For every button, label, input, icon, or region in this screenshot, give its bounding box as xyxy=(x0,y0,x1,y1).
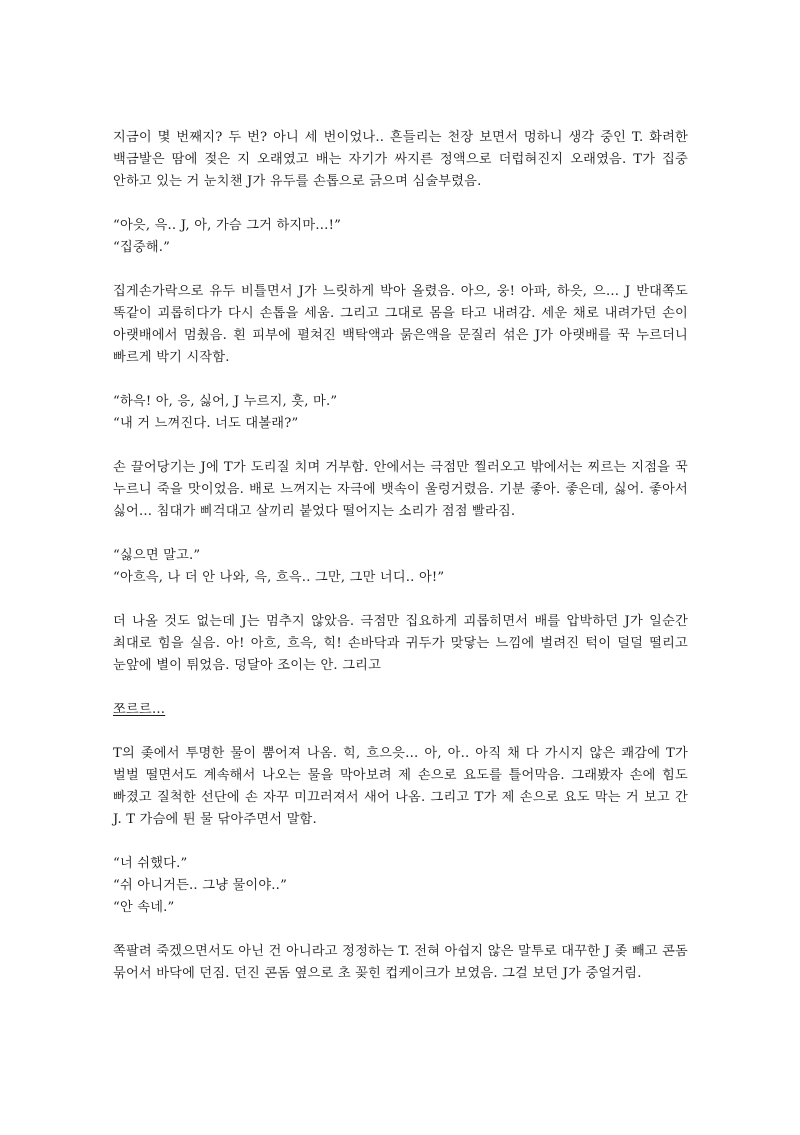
dialog-block-4 xyxy=(113,853,688,919)
paragraph-4: 더 나올 것도 없는데 J는 멈추지 않았음. 극점만 집요하게 괴롭히면서 배를 압박하던 J가 일순간 최대로 힘을 실음. 아! 아흐, 흐윽, 힉! 손바닥과 귀두가 맞닿는 느낌에 벌려진 턱이 덜덜 떨리고 눈앞에 별이 튀었음. 덩달아 조이는 안. 그리고 xyxy=(113,614,688,673)
dialog-line: “싫으면 말고.” xyxy=(113,548,201,563)
paragraph-2: 집게손가락으로 유두 비틀면서 J가 느릿하게 박아 올렸음. 아으, 웅! 아파, 하읏, 으… J 반대쪽도 똑같이 괴롭히다가 다시 손톱을 세움. 그리고 그대로 몸을 타고 내려감. 세운 채로 내려가던 손이 아랫배에서 멈췄음. 흰 피부에 펼쳐진 백탁액과 묽은액을 문질러 섞은 J가 아랫배를 꾹 누르더니 빠르게 박기 시작함. xyxy=(113,284,688,365)
underlined-text: 쪼르르… xyxy=(113,702,166,717)
dialog-block-1 xyxy=(113,215,688,259)
dialog-line: “집중해.” xyxy=(113,240,171,255)
dialog-block-2 xyxy=(113,391,688,435)
dialog-line: “쉬 아니거든.. 그냥 물이야..” xyxy=(113,878,288,893)
paragraph-1: 지금이 몇 번째지? 두 번? 아니 세 번이었나.. 흔들리는 천장 보면서 멍하니 생각 중인 T. 화려한 백금발은 땀에 젖은 지 오래였고 배는 자기가 싸지른 정액으로 더럽혀진지 오래였음. T가 집중 안하고 있는 거 눈치챈 J가 유두를 손톱으로 긁으며 심술부렸음. xyxy=(113,130,688,189)
dialog-line: “아읏, 윽.. J, 아, 가슴 그거 하지마…!” xyxy=(113,218,342,233)
underlined-sound-effect xyxy=(113,699,688,721)
paragraph-3: 손 끌어당기는 J에 T가 도리질 치며 거부함. 안에서는 극점만 찔러오고 밖에서는 찌르는 지점을 꾹 누르니 죽을 맛이었음. 배로 느껴지는 자극에 뱃속이 울렁거렸음. 기분 좋아. 좋은데, 싫어. 좋아서 싫어… 침대가 삐걱대고 살끼리 붙었다 떨어지는 소리가 점점 빨라짐. xyxy=(113,460,688,519)
dialog-line: “아흐윽, 나 더 안 나와, 윽, 흐윽.. 그만, 그만 너디.. 아!” xyxy=(113,570,445,585)
dialog-line: “안 속네.” xyxy=(113,900,175,915)
dialog-line: “내 거 느껴진다. 너도 대볼래?” xyxy=(113,416,299,431)
paragraph-5: T의 좆에서 투명한 물이 뿜어져 나옴. 힉, 흐으읏… 아, 아.. 아직 채 다 가시지 않은 쾌감에 T가 벌벌 떨면서도 계속해서 나오는 물을 막아보려 제 손으로 요도를 틀어막음. 그래봤자 손에 힘도 빠졌고 질척한 선단에 손 자꾸 미끄러져서 새어 나옴. 그리고 T가 제 손으로 요도 막는 거 보고 간 J. T 가슴에 튄 물 닦아주면서 말함. xyxy=(113,746,688,827)
dialog-line: “하윽! 아, 응, 싫어, J 누르지, 흣, 마.” xyxy=(113,394,338,409)
paragraph-6: 쪽팔려 죽겠으면서도 아닌 건 아니라고 정정하는 T. 전혀 아쉽지 않은 말투로 대꾸한 J 좆 빼고 콘돔 묶어서 바닥에 던짐. 던진 콘돔 옆으로 초 꽂힌 컵케이크가 보였음. 그걸 보던 J가 중얼거림. xyxy=(113,944,688,981)
dialog-line: “너 쉬했다.” xyxy=(113,856,188,871)
document-page xyxy=(113,127,688,1007)
dialog-block-3 xyxy=(113,545,688,589)
